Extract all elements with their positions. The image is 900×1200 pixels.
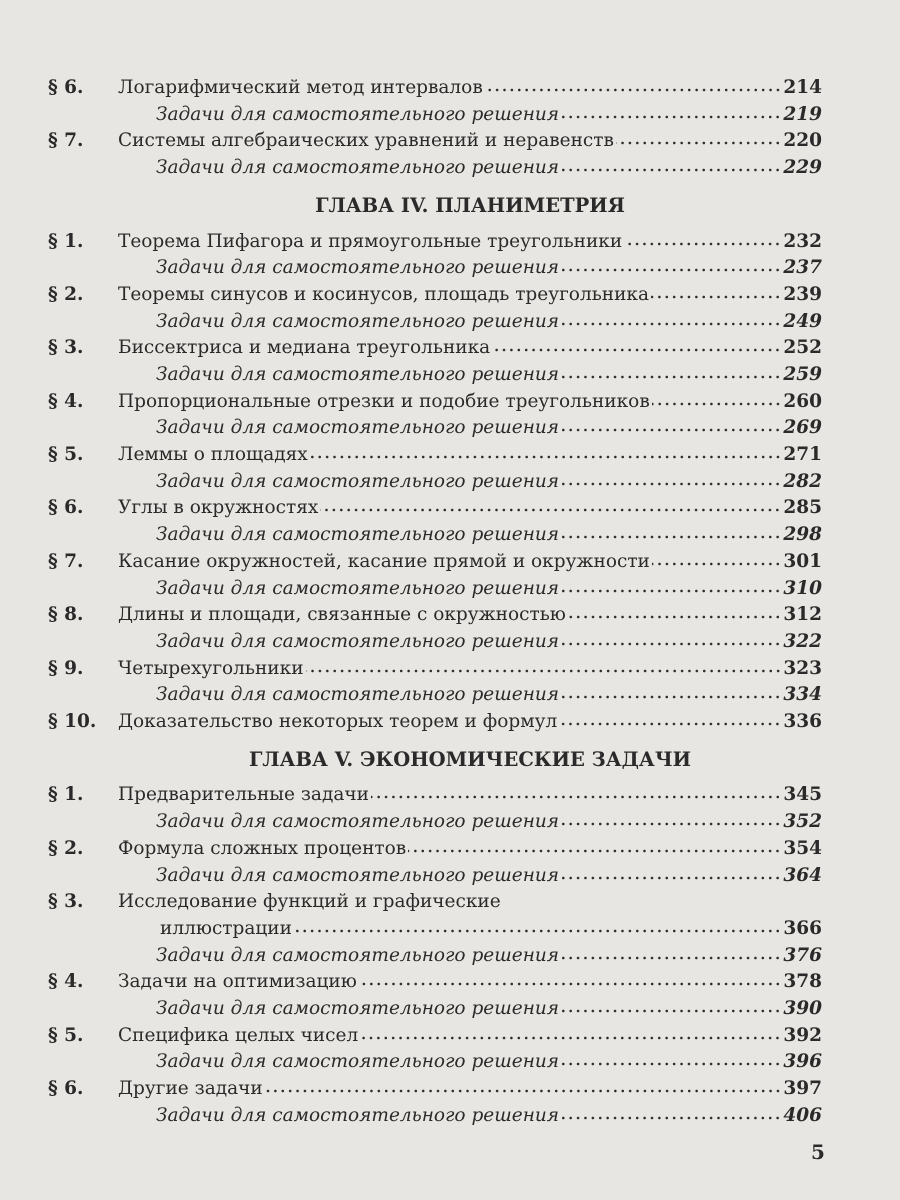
section-title: Теоремы синусов и косинусов, площадь треугольника [118,283,650,305]
section-entry[interactable] [48,549,822,576]
exercises-title: Задачи для самостоятельного решения [156,364,560,385]
dot-leader [624,241,781,247]
page-ref: 312 [783,604,822,626]
page-ref: 336 [783,710,822,732]
dot-leader [371,794,781,800]
exercises-entry[interactable] [48,362,822,389]
dot-leader [561,1061,781,1067]
table-of-contents [48,75,822,1129]
section-entry[interactable] [48,229,822,256]
section-entry[interactable] [48,782,822,809]
page-ref: 392 [783,1024,822,1046]
dot-leader [561,694,781,700]
exercises-entry[interactable] [48,255,822,282]
exercises-entry[interactable] [48,576,822,603]
section-title: Задачи на оптимизацию [118,971,357,993]
exercises-entry[interactable] [48,415,822,442]
dot-leader [492,347,781,353]
page-ref: 396 [783,1051,822,1073]
section-number: § 7. [48,550,84,572]
dot-leader [310,454,782,460]
page-ref: 252 [783,337,822,359]
section-title: Доказательство некоторых теорем и формул [118,710,558,732]
exercises-title: Задачи для самостоятельного решения [156,1104,560,1126]
dot-leader [561,481,781,487]
dot-leader [360,1035,781,1041]
dot-leader [561,955,781,961]
dot-leader [652,401,782,407]
page-ref: 378 [783,971,822,993]
page-ref: 285 [783,497,822,519]
section-number: § 8. [48,604,84,626]
dot-leader [294,928,781,934]
section-entry[interactable] [48,75,822,102]
exercises-entry[interactable] [48,309,822,336]
exercises-title: Задачи для самостоятельного решения [156,684,560,706]
dot-leader [265,1088,782,1094]
section-number: § 1. [48,784,84,806]
section-title: Углы в окружностях [118,497,319,519]
toc-entry-line [48,889,822,916]
section-title: Исследование функций и графические [118,891,501,913]
dot-leader [561,267,781,273]
section-entry[interactable] [48,602,822,629]
exercises-entry[interactable] [48,522,822,549]
exercises-title: Задачи для самостоятельного решения [156,257,560,279]
page-ref: 298 [783,524,822,546]
page-number: 5 [811,1140,825,1164]
section-entry[interactable] [48,128,822,155]
page-ref: 214 [783,77,822,98]
section-entry[interactable] [48,442,822,469]
exercises-title: Задачи для самостоятельного решения [156,811,560,833]
dot-leader [561,534,781,540]
dot-leader [561,1008,781,1014]
page-ref: 220 [783,130,822,152]
page-ref: 301 [783,550,822,572]
exercises-title: Задачи для самостоятельного решения [156,997,560,1019]
page-ref: 352 [783,811,822,833]
section-entry[interactable] [48,282,822,309]
exercises-title: Задачи для самостоятельного решения [156,944,560,966]
dot-leader [561,114,781,120]
section-title: Четырехугольники [118,657,304,679]
exercises-entry[interactable] [48,863,822,890]
section-number: § 2. [48,283,84,305]
section-title: Пропорциональные отрезки и подобие треугольников [118,390,650,412]
dot-leader [652,561,781,567]
section-entry[interactable] [48,969,822,996]
dot-leader [561,875,781,881]
dot-leader [561,641,781,647]
page-ref: 364 [783,864,822,886]
section-entry[interactable] [48,335,822,362]
page-ref: 249 [783,310,822,332]
section-entry[interactable] [48,656,822,683]
dot-leader [561,588,781,594]
dot-leader [561,1115,781,1121]
exercises-title: Задачи для самостоятельного решения [156,524,560,546]
page-ref: 390 [783,997,822,1019]
section-number: § 5. [48,1024,84,1046]
page-ref: 239 [783,283,822,305]
section-number: § 9. [48,657,84,679]
section-title: Леммы о площадях [118,444,308,466]
exercises-title: Задачи для самостоятельного решения [156,310,560,332]
exercises-entry[interactable] [48,682,822,709]
section-title: Специфика целых чисел [118,1024,359,1046]
section-number: § 6. [48,77,84,98]
section-number: § 7. [48,130,84,152]
dot-leader [306,668,782,674]
dot-leader [561,167,781,173]
dot-leader [616,140,781,146]
page-ref: 345 [783,784,822,806]
exercises-entry[interactable] [48,943,822,970]
section-number: § 4. [48,971,84,993]
exercises-entry[interactable] [48,469,822,496]
exercises-entry[interactable] [48,1049,822,1076]
dot-leader [359,981,782,987]
section-number: § 1. [48,230,84,252]
section-number: § 3. [48,891,84,913]
section-title: Логарифмический метод интервалов [118,77,483,98]
section-title: Теорема Пифагора и прямоугольные треугольники [118,230,623,252]
dot-leader [561,427,781,433]
section-entry[interactable] [48,389,822,416]
section-title: Биссектриса и медиана треугольника [118,337,491,359]
section-number: § 5. [48,444,84,466]
dot-leader [561,821,781,827]
exercises-title: Задачи для самостоятельного решения [156,417,560,439]
dot-leader [561,321,781,327]
section-title: Формула сложных процентов [118,837,407,859]
section-entry[interactable] [48,1076,822,1103]
page-ref: 259 [783,364,822,385]
page-ref: 366 [783,917,822,939]
page-ref: 229 [783,157,822,179]
section-title: Предварительные задачи [118,784,369,806]
section-number: § 10. [48,710,97,732]
section-title: Другие задачи [118,1078,263,1099]
exercises-title: Задачи для самостоятельного решения [156,103,560,125]
exercises-entry[interactable] [48,629,822,656]
page-ref: 406 [783,1104,822,1126]
section-title: иллюстрации [160,917,292,939]
page-ref: 322 [783,630,822,652]
exercises-title: Задачи для самостоятельного решения [156,470,560,492]
dot-leader [320,507,781,513]
page-ref: 232 [783,230,822,252]
dot-leader [651,294,781,300]
page-ref: 237 [783,257,822,279]
exercises-entry[interactable] [48,809,822,836]
exercises-title: Задачи для самостоятельного решения [156,157,560,179]
dot-leader [559,721,781,727]
exercises-title: Задачи для самостоятельного решения [156,630,560,652]
section-entry[interactable] [48,1023,822,1050]
page-ref: 219 [783,103,822,125]
section-entry[interactable] [48,495,822,522]
exercises-title: Задачи для самостоятельного решения [156,577,560,599]
page-ref: 397 [783,1078,822,1099]
section-number: § 2. [48,837,84,859]
page-ref: 354 [783,837,822,859]
section-number: § 6. [48,497,84,519]
dot-leader [408,848,781,854]
page-ref: 282 [783,470,822,492]
chapter-heading: ГЛАВА V. ЭКОНОМИЧЕСКИЕ ЗАДАЧИ [248,747,692,771]
chapter-heading: ГЛАВА IV. ПЛАНИМЕТРИЯ [315,193,625,217]
page-ref: 376 [783,944,822,966]
section-title: Касание окружностей, касание прямой и окружности [118,550,650,572]
page-ref: 271 [783,444,822,466]
dot-leader [485,87,782,93]
section-number: § 3. [48,337,84,359]
section-number: § 6. [48,1078,84,1099]
exercises-title: Задачи для самостоятельного решения [156,1051,560,1073]
dot-leader [568,614,781,620]
page-ref: 310 [783,577,822,599]
dot-leader [561,374,781,380]
page-ref: 269 [783,417,822,439]
section-entry[interactable] [48,916,822,943]
page-ref: 334 [783,684,822,706]
section-title: Системы алгебраических уравнений и неравенств [118,130,614,152]
exercises-title: Задачи для самостоятельного решения [156,864,560,886]
section-number: § 4. [48,390,84,412]
exercises-entry[interactable] [48,102,822,129]
exercises-entry[interactable] [48,1103,822,1130]
section-entry[interactable] [48,836,822,863]
page-ref: 260 [783,390,822,412]
exercises-entry[interactable] [48,996,822,1023]
page-ref: 323 [783,657,822,679]
section-title: Длины и площади, связанные с окружностью [118,604,566,626]
